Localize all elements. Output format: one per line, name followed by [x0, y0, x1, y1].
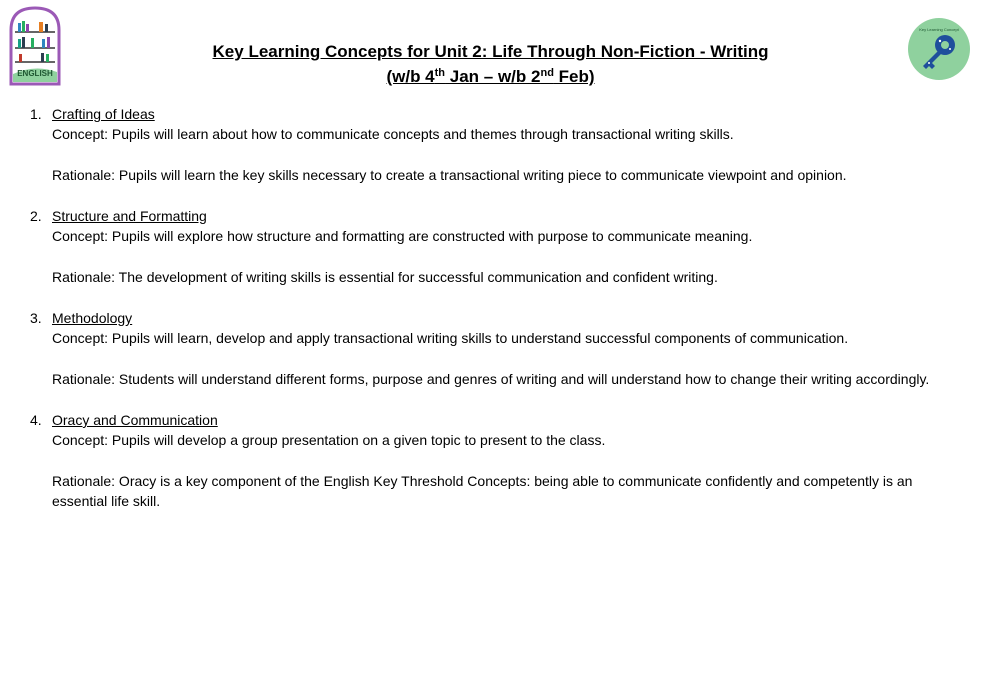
- concept-list: [30, 104, 930, 532]
- item-rationale: Rationale: Oracy is a key component of the English Key Threshold Concepts: being able to communicate confidently and competently is an essential life skill.: [52, 473, 913, 509]
- list-item: [30, 104, 930, 185]
- item-concept: Concept: Pupils will explore how structure and formatting are constructed with purpose to communicate meaning.: [52, 228, 753, 244]
- title-date-line: (w/b 4th Jan – w/b 2nd Feb): [386, 67, 595, 86]
- item-number: 3.: [30, 310, 42, 326]
- list-item: [30, 410, 930, 511]
- list-item: [30, 308, 930, 389]
- item-heading: Methodology: [52, 310, 133, 326]
- item-heading: Crafting of Ideas: [52, 106, 155, 122]
- item-rationale: Rationale: Students will understand different forms, purpose and genres of writing and will understand how to change their writing accordingly.: [52, 371, 930, 387]
- title-line-1: Key Learning Concepts for Unit 2: Life Through Non-Fiction - Writing: [212, 42, 769, 61]
- list-item: [30, 206, 930, 287]
- item-number: 4.: [30, 412, 42, 428]
- item-concept: Concept: Pupils will learn about how to communicate concepts and themes through transactional writing skills.: [52, 126, 734, 142]
- item-heading: Oracy and Communication: [52, 412, 218, 428]
- item-concept: Concept: Pupils will develop a group presentation on a given topic to present to the class.: [52, 432, 606, 448]
- item-concept: Concept: Pupils will learn, develop and apply transactional writing skills to understand successful components of communication.: [52, 330, 849, 346]
- item-number: 1.: [30, 106, 42, 122]
- item-rationale: Rationale: The development of writing skills is essential for successful communication and confident writing.: [52, 269, 718, 285]
- svg-text:ENGLISH: ENGLISH: [17, 69, 53, 78]
- svg-text:Key Learning Concept: Key Learning Concept: [919, 27, 959, 32]
- item-rationale: Rationale: Pupils will learn the key skills necessary to create a transactional writing piece to communicate viewpoint and opinion.: [52, 167, 847, 183]
- page-title: [0, 39, 981, 89]
- item-heading: Structure and Formatting: [52, 208, 207, 224]
- item-number: 2.: [30, 208, 42, 224]
